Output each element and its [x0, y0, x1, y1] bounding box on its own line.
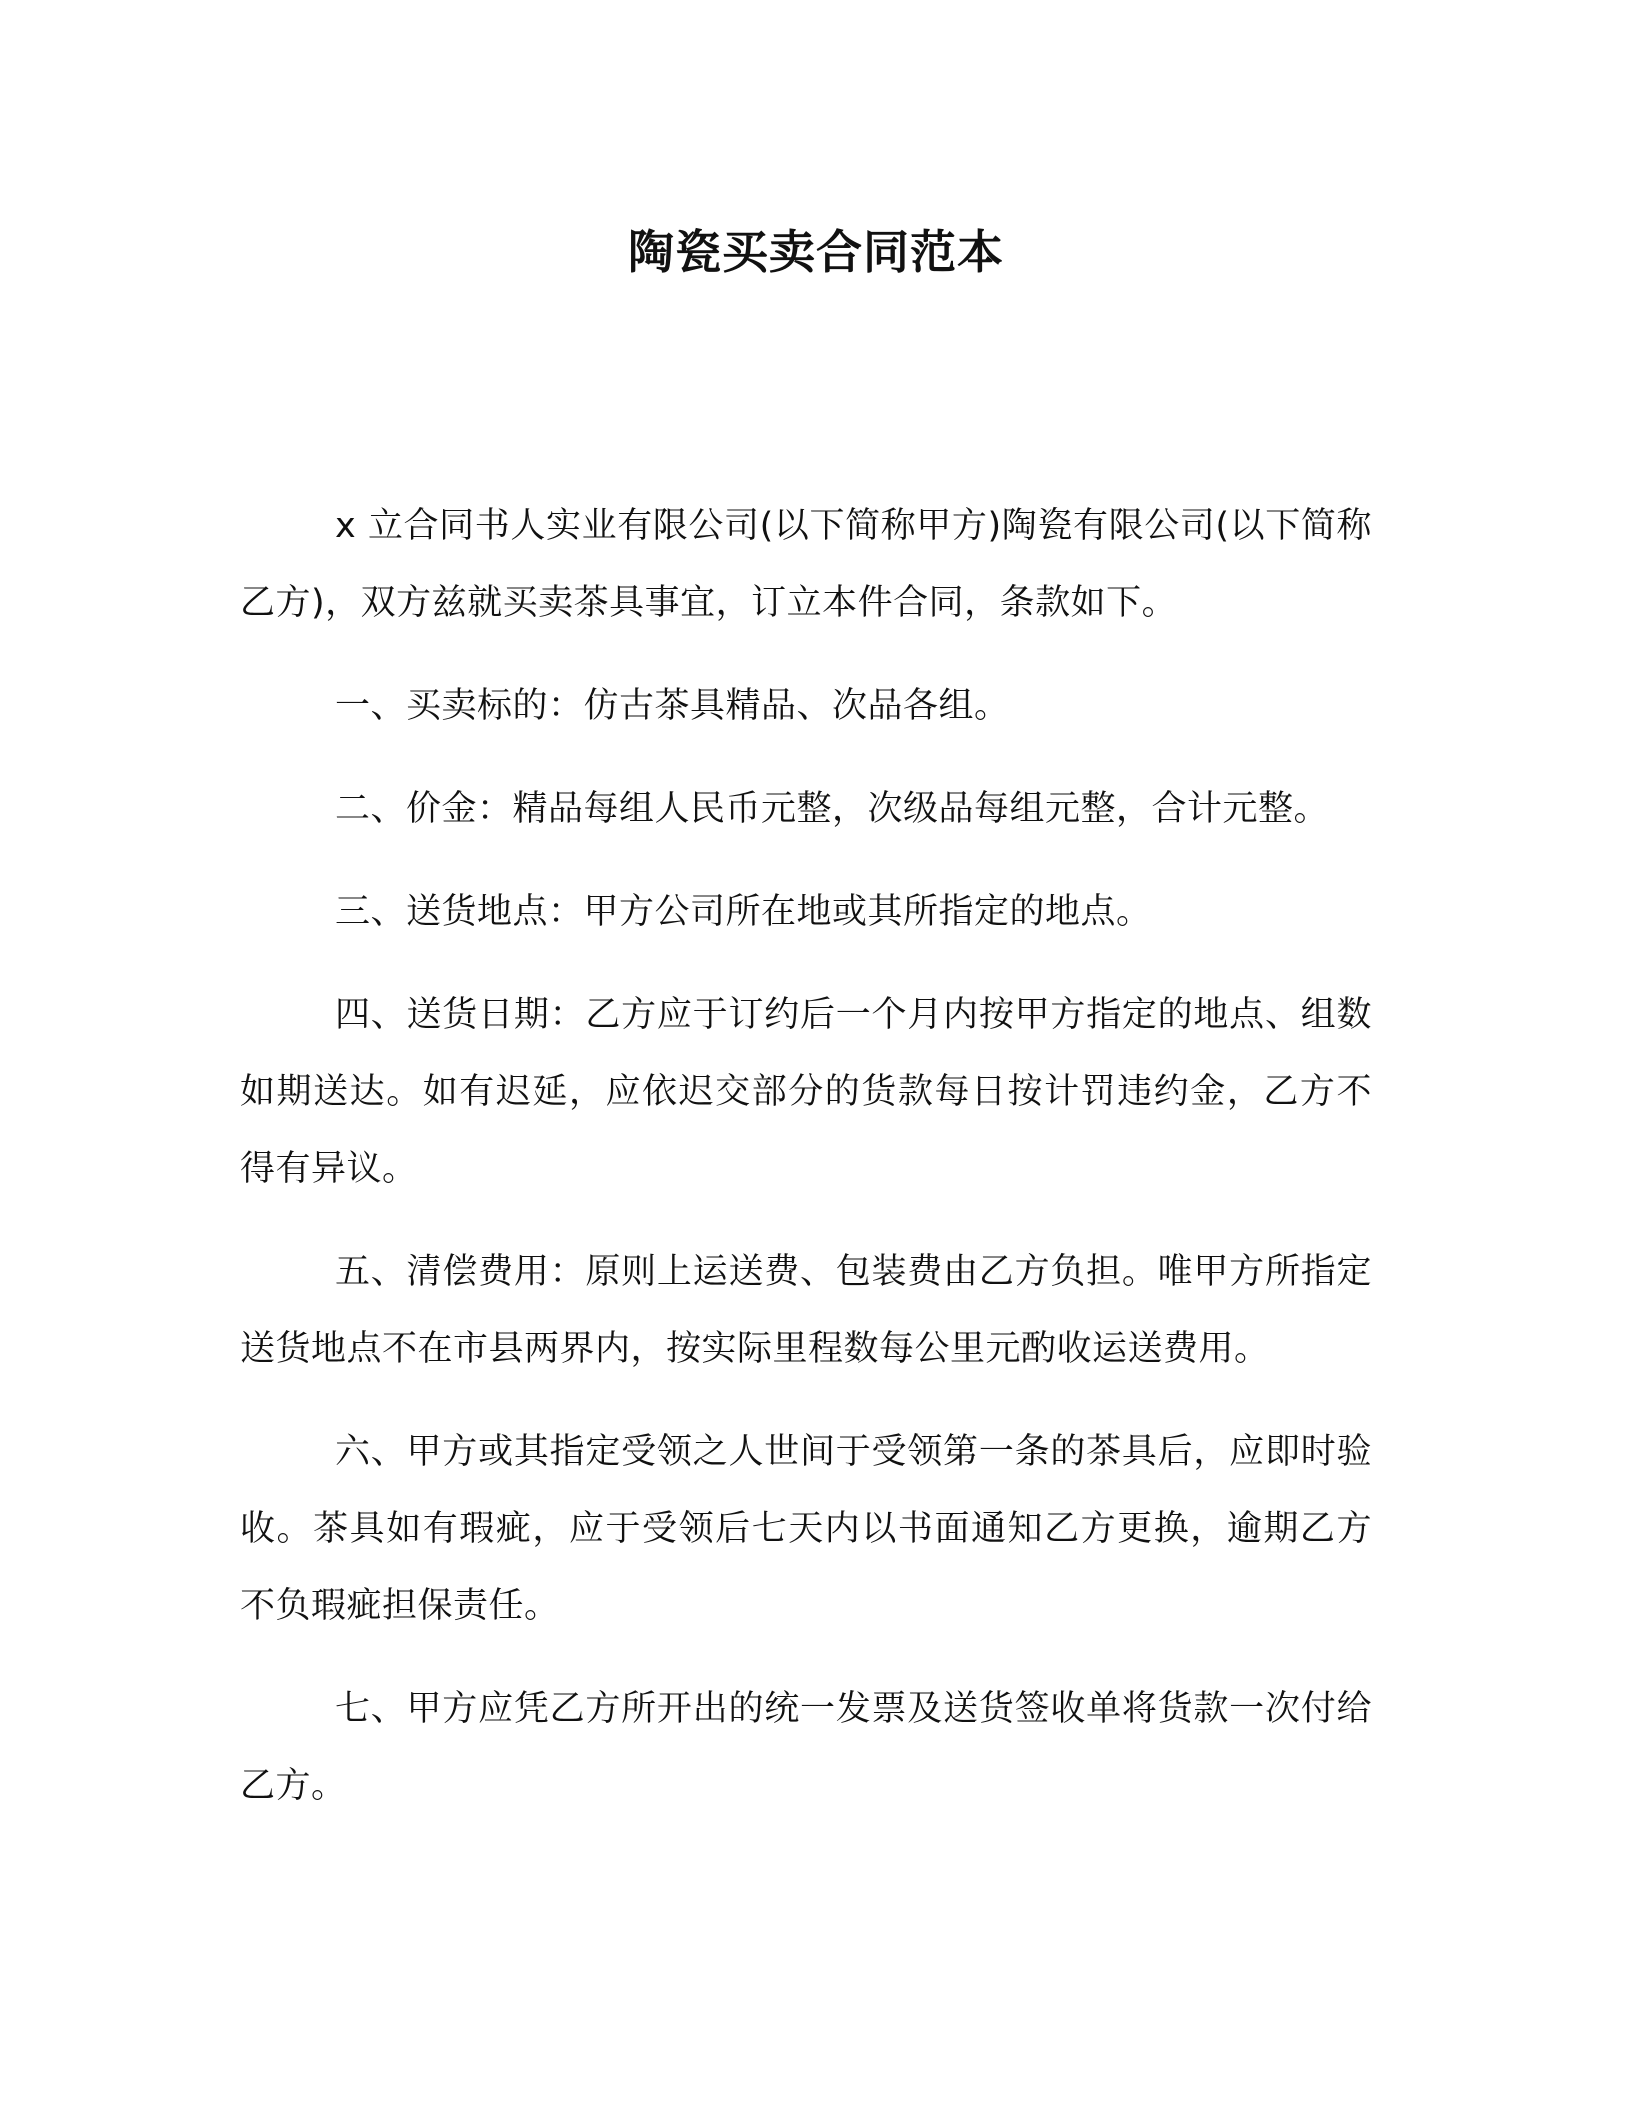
paragraph-clause-4: 四、送货日期：乙方应于订约后一个月内按甲方指定的地点、组数如期送达。如有迟延，应依迟交部分的货款每日按计罚违约金，乙方不得有异议。 [240, 995, 1372, 1189]
paragraph-clause-5: 五、清偿费用：原则上运送费、包装费由乙方负担。唯甲方所指定送货地点不在市县两界内，按实际里程数每公里元酌收运送费用。 [240, 1252, 1372, 1369]
document-title: 陶瓷买卖合同范本 [628, 225, 1004, 279]
paragraph-clause-3: 三、送货地点：甲方公司所在地或其所指定的地点。 [335, 892, 1152, 932]
paragraph-intro: x 立合同书人实业有限公司(以下简称甲方)陶瓷有限公司(以下简称乙方)，双方兹就买卖茶具事宜，订立本件合同，条款如下。 [240, 506, 1372, 623]
paragraph-clause-2: 二、价金：精品每组人民币元整，次级品每组元整，合计元整。 [335, 789, 1330, 829]
paragraph-clause-6: 六、甲方或其指定受领之人世间于受领第一条的茶具后，应即时验收。茶具如有瑕疵，应于受领后七天内以书面通知乙方更换，逾期乙方不负瑕疵担保责任。 [240, 1432, 1372, 1626]
document-body [240, 488, 1372, 1825]
paragraph-clause-1: 一、买卖标的：仿古茶具精品、次品各组。 [335, 686, 1010, 726]
paragraph-clause-7: 七、甲方应凭乙方所开出的统一发票及送货签收单将货款一次付给乙方。 [240, 1689, 1372, 1806]
